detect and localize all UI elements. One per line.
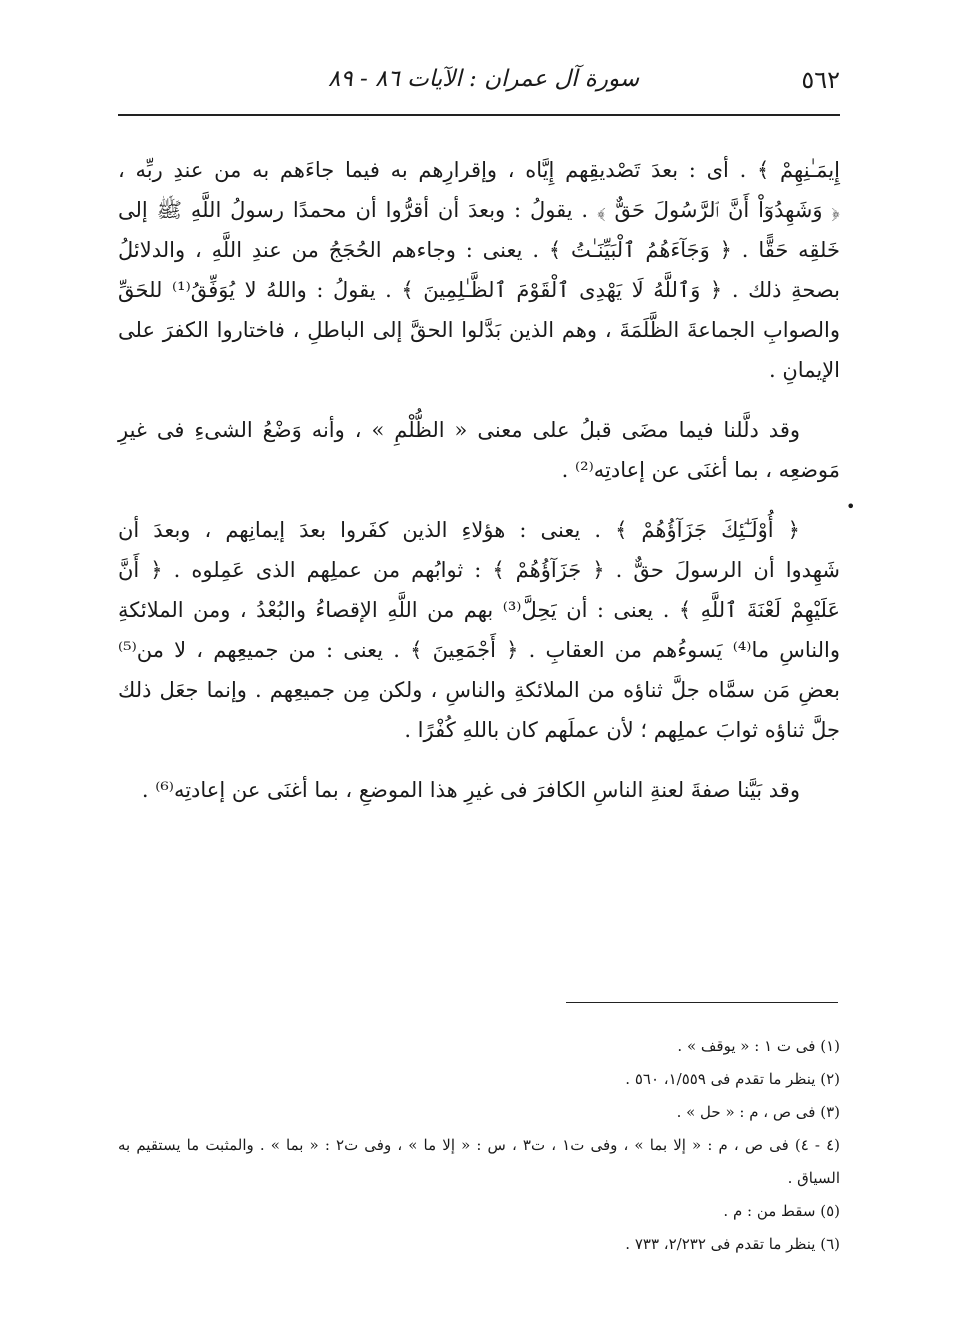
text-line: جلَّ ثناؤه ثوابَ عملِهم ؛ لأن عملَهم كان باللهِ كُفْرًا . [404, 718, 840, 742]
paragraph-gap [118, 490, 840, 510]
margin-dot: • [846, 497, 856, 516]
text-line: بصحةِ ذلك . ﴿ وَٱللَّهُ لَا يَهْدِى ٱلْقَوْمَ ٱلظَّـٰلِمِينَ ﴾ . يقولُ : واللهُ لا يُوَفِّقُ⁽¹⁾ للحَقِّ [118, 278, 840, 302]
text-line: الإيمانِ . [769, 358, 840, 382]
page-number: ٥٦٢ [801, 66, 840, 94]
text-line: والناسِ ما⁽⁴⁾ يَسوءُهم من العقابِ . ﴿ أَجْمَعِينَ ﴾ . يعنى : من جميعِهم ، لا من⁽⁵⁾ [118, 638, 840, 662]
text-line: مَوضعِه ، بما أغنَى عن إعادتِه⁽²⁾ . [561, 458, 840, 482]
paragraph-gap [118, 390, 840, 410]
running-title: سورة آل عمران : الآيات ٨٦ - ٨٩ [328, 66, 640, 92]
footnotes [118, 1030, 840, 1261]
paragraph-gap [118, 750, 840, 770]
footnote: (٢) ينظر ما تقدم فى ١/٥٥٩، ٥٦٠ . [625, 1070, 840, 1088]
footnote: (٥) سقط من : م . [723, 1202, 840, 1220]
text-line: خَلقِه حَقًّا . ﴿ وَجَآءَهُمُ ٱلْبَيِّنَـٰتُ ﴾ . يعنى : وجاءهم الحُجَجُ من عندِ اللَّهِ ، والدلائلُ [118, 238, 840, 262]
footnote: (٤ - ٤) فى ص ، م : « إلا بما » ، وفى ت١ ، ت٣ ، س : « إلا ما » ، وفى ت٢ : « بما » . والمثبت ما يستقيم به [118, 1136, 841, 1154]
footnote: (٦) ينظر ما تقدم فى ٢/٢٣٢، ٧٣٣ . [625, 1235, 840, 1253]
main-text [118, 150, 840, 810]
text-line: شَهِدوا أن الرسولَ حقٌّ . ﴿ جَزَآؤُهُمْ ﴾ : ثوابُهم من عملِهم الذى عَمِلوه . ﴿ أَنَّ [118, 558, 840, 582]
footnote: (١) فى ت ١ : « يوقف » . [677, 1037, 840, 1055]
footnote: السياق . [787, 1169, 840, 1187]
page-header [118, 62, 840, 102]
text-line: بعضِ مَن سمَّاه جلَّ ثناؤه من الملائكةِ والناسِ ، ولكن مِن جميعِهم . وإنما جعَل ذلك [118, 678, 840, 702]
footnote-rule [566, 1002, 838, 1003]
text-line: وقد بَيَّنا صفةَ لعنةِ الناسِ الكافرَ فى غيرِ هذا الموضعِ ، بما أغنَى عن إعادتِه⁽⁶⁾ . [141, 778, 800, 802]
text-line: وقد دلَّلنا فيما مضَى قبلُ على معنى « الظُّلْمِ » ، وأنه وَضْعُ الشىءِ فى غيرِ [118, 418, 800, 442]
header-rule [118, 114, 840, 116]
text-line: ﴿ أُوْلَـٰٓئِكَ جَزَآؤُهُمْ ﴾ . يعنى : هؤلاءِ الذين كفَروا بعدَ إيمانِهم ، وبعدَ أن [118, 518, 800, 542]
text-line: عَلَيْهِمْ لَعْنَةَ ٱللَّهِ ﴾ . يعنى : أن يَحِلَّ⁽³⁾ بهم من اللَّهِ الإقصاءُ والبُعْدُ ، ومن الملائكةِ [118, 598, 840, 622]
text-line: إِيمَـٰنِهِمْ ﴾ . أى : بعدَ تَصْديقِهم إِيَّاه ، وإقرارِهم به فيما جاءَهم به من عندِ ربِّه ، [118, 158, 840, 182]
text-line: ﴿ وَشَهِدُوٓاْ أَنَّ ٱلرَّسُولَ حَقٌّ ﴾ . يقولُ : وبعدَ أن أقرُّوا أن محمدًا رسولُ اللَّهِ ﷺ إلى [118, 198, 840, 222]
footnote: (٣) فى ص ، م : « حل » . [676, 1103, 840, 1121]
text-line: والصوابِ الجماعةَ الظَّلَمَةَ ، وهم الذين بَدَّلوا الحقَّ إلى الباطلِ ، فاختاروا الكفرَ على [118, 318, 840, 342]
